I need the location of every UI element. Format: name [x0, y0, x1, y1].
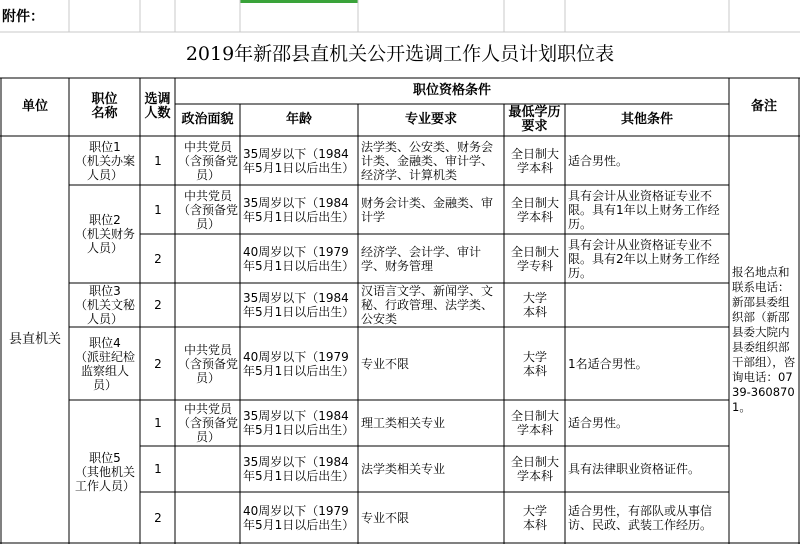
other-cell: 1名适合男性。 [568, 356, 648, 371]
education-cell: 全日制大学本科 [510, 409, 559, 437]
quota-cell: 2 [154, 251, 162, 266]
major-cell: 专业不限 [361, 356, 410, 371]
major-cell: 经济学、会计学、审计学、财务管理 [361, 244, 482, 273]
quota-cell: 2 [154, 298, 162, 312]
unit-name: 县直机关 [8, 331, 61, 347]
major-cell: 专业不限 [361, 510, 410, 525]
position-name: 职位4 （派驻纪检监察组人员） [74, 335, 135, 392]
major-cell: 汉语言文学、新闻学、文秘、行政管理、法学类、公安类 [361, 284, 494, 326]
age-cell: 40周岁以下（1979年5月1日以后出生） [243, 349, 355, 378]
header-quota: 选调 人数 [144, 92, 171, 121]
political-cell [176, 492, 240, 543]
major-cell: 法学类相关专业 [361, 462, 446, 476]
political-cell: 中共党员 （含预备党员） [177, 188, 238, 231]
header-unit: 单位 [21, 99, 48, 114]
header-age: 年龄 [285, 112, 312, 127]
other-cell: 具有法律职业资格证件。 [568, 462, 701, 476]
quota-cell: 1 [154, 153, 162, 168]
remarks-text: 报名地点和联系电话：新邵县委组织部（新邵县委大院内县委组织部干部组），咨询电话：0739-3608701。 [732, 264, 796, 414]
header-political: 政治面貌 [181, 112, 234, 127]
political-cell: 中共党员 （含预备党员） [177, 342, 238, 385]
other-cell: 具有会计从业资格证专业不限。具有2年以上财务工作经历。 [568, 237, 720, 280]
other-cell: 适合男性，有部队或从事信访、民政、武装工作经历。 [568, 503, 713, 532]
political-cell [176, 446, 240, 492]
education-cell: 全日制大学本科 [510, 146, 559, 175]
quota-cell: 2 [154, 356, 162, 371]
age-cell: 35周岁以下（1984年5月1日以后出生） [243, 195, 355, 224]
header-remarks: 备注 [750, 99, 777, 114]
political-cell [176, 234, 240, 283]
other-cell: 适合男性。 [568, 153, 629, 168]
education-cell: 大学 本科 [522, 291, 547, 319]
other-cell: 具有会计从业资格证专业不限。具有1年以上财务工作经历。 [568, 188, 720, 231]
age-cell: 35周岁以下（1984年5月1日以后出生） [243, 146, 355, 175]
education-cell: 大学 本科 [522, 503, 547, 532]
header-position-name: 职位 名称 [91, 92, 118, 121]
position-name: 职位1 （机关办案人员） [74, 139, 135, 182]
quota-cell: 1 [154, 202, 162, 217]
education-cell: 全日制大学本科 [510, 455, 559, 483]
header-qualifications: 职位资格条件 [412, 83, 491, 98]
age-cell: 40周岁以下（1979年5月1日以后出生） [243, 503, 355, 532]
other-cell: 适合男性。 [568, 416, 629, 430]
age-cell: 35周岁以下（1984年5月1日以后出生） [243, 455, 355, 483]
quota-cell: 1 [154, 462, 162, 476]
page-title: 2019年新邵县直机关公开选调工作人员计划职位表 [185, 43, 615, 65]
political-cell [176, 283, 240, 327]
position-name: 职位3 （机关文秘人员） [74, 284, 135, 326]
position-name: 职位5 （其他机关工作人员） [74, 450, 135, 493]
quota-cell: 2 [154, 510, 162, 525]
quota-cell: 1 [154, 416, 162, 430]
age-cell: 40周岁以下（1979年5月1日以后出生） [243, 244, 355, 273]
major-cell: 法学类、公安类、财务会计类、金融类、审计学、经济学、计算机类 [361, 139, 494, 182]
attachment-label: 附件： [2, 9, 44, 25]
header-major: 专业要求 [404, 112, 457, 127]
major-cell: 理工类相关专业 [361, 416, 446, 430]
education-cell: 大学 本科 [522, 349, 547, 378]
political-cell: 中共党员 （含预备党员） [177, 402, 238, 444]
major-cell: 财务会计类、金融类、审计学 [361, 195, 494, 224]
education-cell: 全日制大学本科 [510, 195, 559, 224]
header-other: 其他条件 [620, 112, 673, 127]
other-cell [566, 283, 729, 327]
education-cell: 全日制大学专科 [510, 244, 559, 273]
age-cell: 35周岁以下（1984年5月1日以后出生） [243, 291, 355, 319]
position-name: 职位2 （机关财务人员） [74, 213, 135, 255]
age-cell: 35周岁以下（1984年5月1日以后出生） [243, 409, 355, 437]
header-education: 最低学历 要求 [508, 105, 561, 134]
political-cell: 中共党员 （含预备党员） [177, 139, 238, 182]
